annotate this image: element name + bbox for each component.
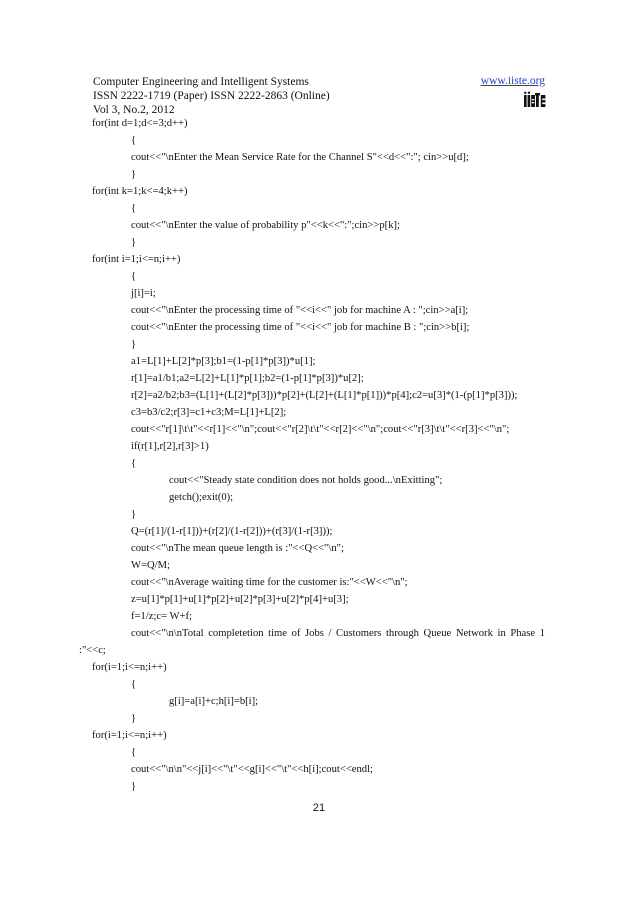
code-line: for(int d=1;d<=3;d++) bbox=[92, 118, 188, 129]
code-line: z=u[1]*p[1]+u[1]*p[2]+u[2]*p[3]+u[2]*p[4]+u[3]; bbox=[131, 594, 349, 605]
code-line: { bbox=[131, 747, 137, 758]
code-line: r[2]=a2/b2;b3=(L[1]+(L[2]*p[3]))*p[2]+(L[2]+(L[1]*p[1]))*p[4];c2=u[3]*(1-(p[1]*p[3])); bbox=[131, 390, 518, 401]
code-line: } bbox=[131, 713, 137, 724]
code-line: if(r[1],r[2],r[3]>1) bbox=[131, 441, 209, 452]
code-line: r[1]=a1/b1;a2=L[2]+L[1]*p[1];b2=(1-p[1]*p[3])*u[2]; bbox=[131, 373, 364, 384]
code-line: c3=b3/c2;r[3]=c1+c3;M=L[1]+L[2]; bbox=[131, 407, 287, 418]
code-line: getch();exit(0); bbox=[169, 492, 234, 503]
code-line: { bbox=[131, 271, 137, 282]
code-line: j[i]=i; bbox=[131, 288, 156, 299]
code-line: cout<<"\nEnter the processing time of "<<i<<" job for machine A : ";cin>>a[i]; bbox=[131, 305, 469, 316]
code-line: cout<<"r[1]\t\t"<<r[1]<<"\n";cout<<"r[2]\t\t"<<r[2]<<"\n";cout<<"r[3]\t\t"<<r[3]<<"\n"; bbox=[131, 424, 510, 435]
code-line: :"<<c; bbox=[79, 645, 106, 656]
code-line: g[i]=a[i]+c;h[i]=b[i]; bbox=[169, 696, 259, 707]
code-line: cout<<"\nEnter the value of probability p"<<k<<":";cin>>p[k]; bbox=[131, 220, 400, 231]
code-line: Q=(r[1]/(1-r[1]))+(r[2]/(1-r[2]))+(r[3]/(1-r[3])); bbox=[131, 526, 333, 537]
code-line: { bbox=[131, 458, 137, 469]
code-line: for(int k=1;k<=4;k++) bbox=[92, 186, 188, 197]
code-line: for(int i=1;i<=n;i++) bbox=[92, 254, 181, 265]
code-line: f=1/z;c= W+f; bbox=[131, 611, 192, 622]
issn-line: ISSN 2222-1719 (Paper) ISSN 2222-2863 (Online) bbox=[93, 90, 330, 102]
iiste-logo-icon bbox=[524, 91, 546, 108]
code-line: } bbox=[131, 237, 137, 248]
code-line: } bbox=[131, 339, 137, 350]
code-line: for(i=1;i<=n;i++) bbox=[92, 662, 167, 673]
code-line: cout<<"\nEnter the Mean Service Rate for the Channel S"<<d<<":"; cin>>u[d]; bbox=[131, 152, 469, 163]
code-line: for(i=1;i<=n;i++) bbox=[92, 730, 167, 741]
code-line: { bbox=[131, 135, 137, 146]
code-line: { bbox=[131, 203, 137, 214]
code-line: W=Q/M; bbox=[131, 560, 170, 571]
website-link[interactable]: www.iiste.org bbox=[480, 75, 545, 87]
code-line: cout<<"Steady state condition does not holds good...\nExitting"; bbox=[169, 475, 443, 486]
code-line: cout<<"\n\n"<<j[i]<<"\t"<<g[i]<<"\t"<<h[i];cout<<endl; bbox=[131, 764, 373, 775]
code-line: cout<<"\nAverage waiting time for the customer is:"<<W<<"\n"; bbox=[131, 577, 408, 588]
code-line: cout<<"\n\nTotal completetion time of Jobs / Customers through Queue Network in Phase 1 bbox=[131, 628, 545, 639]
code-line: cout<<"\nEnter the processing time of "<<i<<" job for machine B : ";cin>>b[i]; bbox=[131, 322, 470, 333]
volume-line: Vol 3, No.2, 2012 bbox=[93, 104, 175, 116]
journal-title: Computer Engineering and Intelligent Systems bbox=[93, 76, 309, 88]
code-line: { bbox=[131, 679, 137, 690]
code-line: } bbox=[131, 169, 137, 180]
code-line: cout<<"\nThe mean queue length is :"<<Q<<"\n"; bbox=[131, 543, 344, 554]
code-line: } bbox=[131, 781, 137, 792]
code-line: a1=L[1]+L[2]*p[3];b1=(1-p[1]*p[3])*u[1]; bbox=[131, 356, 316, 367]
page-number: 21 bbox=[312, 802, 326, 814]
code-line: } bbox=[131, 509, 137, 520]
